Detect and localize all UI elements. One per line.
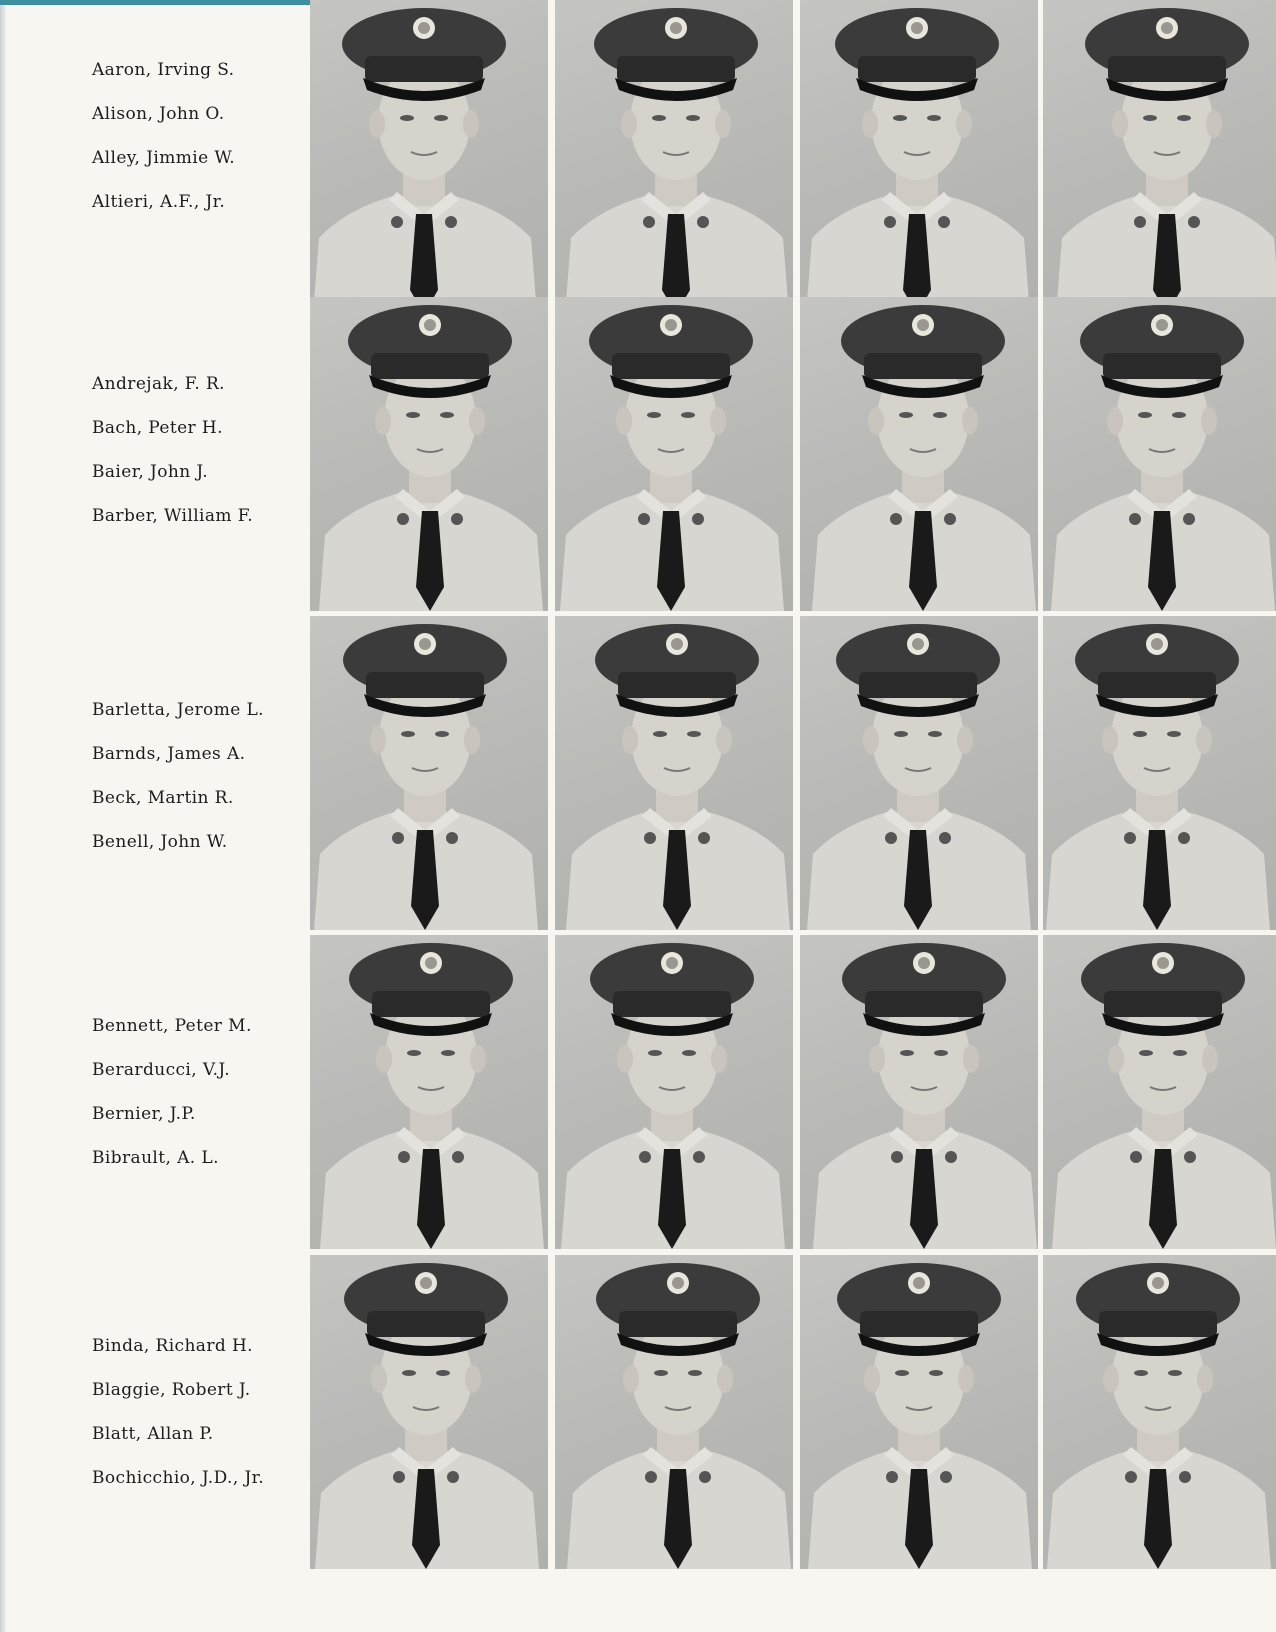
soldier-portrait-icon (310, 297, 548, 611)
name-group-3 (92, 688, 302, 864)
name-entry: Alley, Jimmie W. (92, 148, 236, 168)
soldier-portrait-icon (555, 297, 793, 611)
name-entry: Baier, John J. (92, 462, 209, 482)
name-entry: Barnds, James A. (92, 744, 246, 764)
name-entry: Benell, John W. (92, 832, 228, 852)
soldier-portrait-icon (800, 0, 1038, 314)
soldier-portrait-icon (800, 616, 1038, 930)
name-entry: Bochicchio, J.D., Jr. (92, 1468, 265, 1488)
name-entry: Bennett, Peter M. (92, 1016, 252, 1036)
soldier-portrait-icon (1043, 616, 1276, 930)
soldier-portrait-icon (1043, 297, 1276, 611)
soldier-portrait-icon (310, 1255, 548, 1569)
name-entry: Blatt, Allan P. (92, 1424, 214, 1444)
name-entry: Barber, William F. (92, 506, 254, 526)
soldier-portrait-icon (1043, 1255, 1276, 1569)
name-entry: Barletta, Jerome L. (92, 700, 264, 720)
portrait-grid (310, 0, 1276, 1575)
soldier-portrait-icon (555, 616, 793, 930)
soldier-portrait-icon (310, 0, 548, 314)
name-entry: Bernier, J.P. (92, 1104, 196, 1124)
soldier-portrait-icon (1043, 935, 1276, 1249)
name-entry: Bach, Peter H. (92, 418, 223, 438)
name-group-2 (92, 362, 302, 538)
name-group-4 (92, 1004, 302, 1180)
soldier-portrait-icon (310, 935, 548, 1249)
name-entry: Bibrault, A. L. (92, 1148, 219, 1168)
soldier-portrait-icon (800, 1255, 1038, 1569)
name-entry: Andrejak, F. R. (92, 374, 225, 394)
name-entry: Blaggie, Robert J. (92, 1380, 251, 1400)
soldier-portrait-icon (555, 0, 793, 314)
name-entry: Aaron, Irving S. (92, 60, 235, 80)
soldier-portrait-icon (1043, 0, 1276, 314)
soldier-portrait-icon (800, 935, 1038, 1249)
soldier-portrait-icon (800, 297, 1038, 611)
soldier-portrait-icon (310, 616, 548, 930)
soldier-portrait-icon (555, 935, 793, 1249)
name-column (0, 0, 305, 1632)
soldier-portrait-icon (555, 1255, 793, 1569)
name-entry: Binda, Richard H. (92, 1336, 253, 1356)
name-entry: Berarducci, V.J. (92, 1060, 231, 1080)
name-entry: Altieri, A.F., Jr. (92, 192, 226, 212)
name-group-1 (92, 48, 302, 224)
name-entry: Alison, John O. (92, 104, 225, 124)
name-group-5 (92, 1324, 302, 1500)
name-entry: Beck, Martin R. (92, 788, 234, 808)
